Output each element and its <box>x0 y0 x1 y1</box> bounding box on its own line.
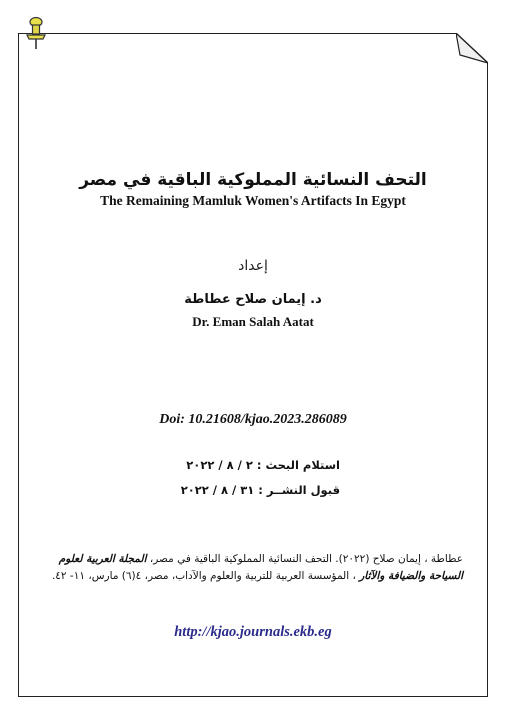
author-arabic: د. إيمان صلاح عطاطة <box>184 292 322 307</box>
author-english: Dr. Eman Salah Aatat <box>192 314 314 329</box>
citation-journal: المجلة العربية لعلوم السياحة والضيافة والآثار <box>58 553 463 582</box>
doi: Doi: 10.21608/kjao.2023.286089 <box>159 412 347 427</box>
document-page <box>18 33 488 697</box>
pushpin-icon <box>24 16 48 50</box>
title-english: The Remaining Mamluk Women's Artifacts In Egypt <box>100 193 406 208</box>
journal-url-link[interactable]: http://kjao.journals.ekb.eg <box>174 624 332 640</box>
citation-part1: عطاطة ، إيمان صلاح (٢٠٢٢). التحف النسائية المملوكية الباقية في مصر، <box>149 553 463 565</box>
citation <box>45 551 463 585</box>
citation-part2: ، المؤسسة العربية للتربية والعلوم والآداب، مصر، ٤(٦) مارس، ١١- ٤٢. <box>51 570 356 582</box>
page-fold-icon <box>456 33 488 65</box>
received-date: استلام البحث : ٢ / ٨ / ٢٠٢٢ <box>186 458 340 472</box>
prepared-by-label: إعداد <box>238 258 268 274</box>
accepted-date: قبول النشــر : ٣١ / ٨ / ٢٠٢٢ <box>180 483 340 497</box>
title-arabic: التحف النسائية المملوكية الباقية في مصر <box>79 170 427 190</box>
